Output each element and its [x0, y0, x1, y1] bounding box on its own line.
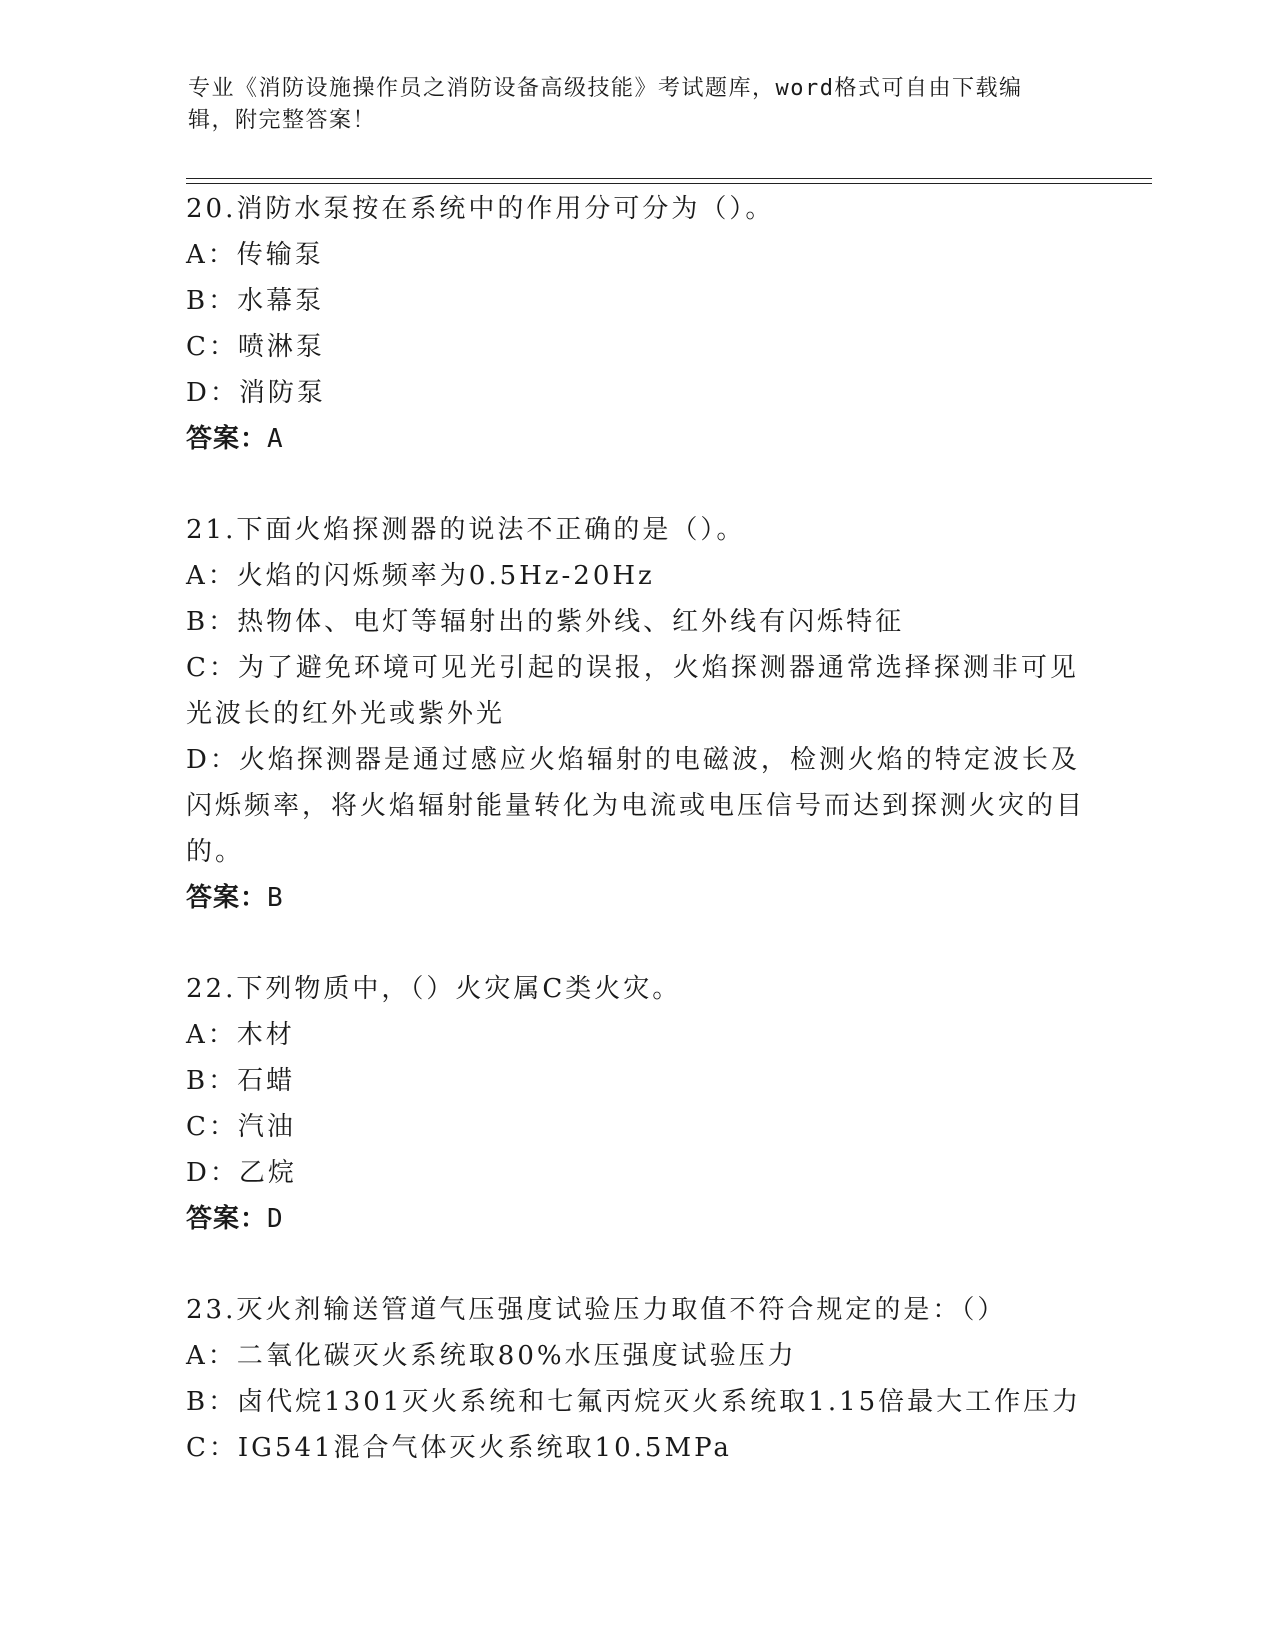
question-20 [186, 186, 1086, 462]
option-d: D：乙烷 [186, 1158, 297, 1188]
document-header [188, 73, 1088, 137]
option-d: D：火焰探测器是通过感应火焰辐射的电磁波，检测火焰的特定波长及闪烁频率，将火焰辐射能量转化为电流或电压信号而达到探测火灾的目的。 [186, 745, 1086, 867]
answer-label: 答案： [186, 424, 268, 454]
answer-label: 答案： [186, 1204, 268, 1234]
option-c: C：汽油 [186, 1112, 296, 1142]
answer-value: B [267, 883, 284, 913]
answer-line [186, 1196, 1086, 1242]
answer-value: A [267, 424, 284, 454]
option-b: B：热物体、电灯等辐射出的紫外线、红外线有闪烁特征 [186, 607, 905, 637]
question-23 [186, 1287, 1086, 1471]
answer-line [186, 416, 1086, 462]
answer-label: 答案： [186, 883, 268, 913]
option-b: B：水幕泵 [186, 286, 325, 316]
option-a: A：火焰的闪烁频率为0.5Hz-20Hz [186, 561, 655, 591]
header-divider-bottom [186, 183, 1152, 184]
option-c: C：为了避免环境可见光引起的误报，火焰探测器通常选择探测非可见光波长的红外光或紫外光 [186, 653, 1079, 729]
header-divider-top [186, 178, 1152, 179]
question-22 [186, 966, 1086, 1242]
option-a: A：二氧化碳灭火系统取80%水压强度试验压力 [186, 1341, 797, 1371]
answer-value: D [267, 1204, 284, 1234]
option-b: B：卤代烷1301灭火系统和七氟丙烷灭火系统取1.15倍最大工作压力 [186, 1387, 1082, 1417]
option-c: C：IG541混合气体灭火系统取10.5MPa [186, 1433, 732, 1463]
option-c: C：喷淋泵 [186, 332, 325, 362]
question-stem: 22.下列物质中，（）火灾属C类火灾。 [186, 974, 682, 1004]
question-stem: 23.灭火剂输送管道气压强度试验压力取值不符合规定的是：（） [186, 1295, 1007, 1325]
question-21 [186, 507, 1086, 921]
option-d: D：消防泵 [186, 378, 326, 408]
question-list [186, 186, 1086, 1471]
option-a: A：木材 [186, 1020, 295, 1050]
header-line-1: 专业《消防设施操作员之消防设备高级技能》考试题库，word格式可自由下载编 [188, 76, 1023, 101]
question-stem: 20.消防水泵按在系统中的作用分可分为（）。 [186, 194, 775, 224]
question-stem: 21.下面火焰探测器的说法不正确的是（）。 [186, 515, 746, 545]
option-a: A：传输泵 [186, 240, 324, 270]
answer-line [186, 875, 1086, 921]
header-line-2: 辑，附完整答案！ [188, 108, 377, 133]
option-b: B：石蜡 [186, 1066, 296, 1096]
